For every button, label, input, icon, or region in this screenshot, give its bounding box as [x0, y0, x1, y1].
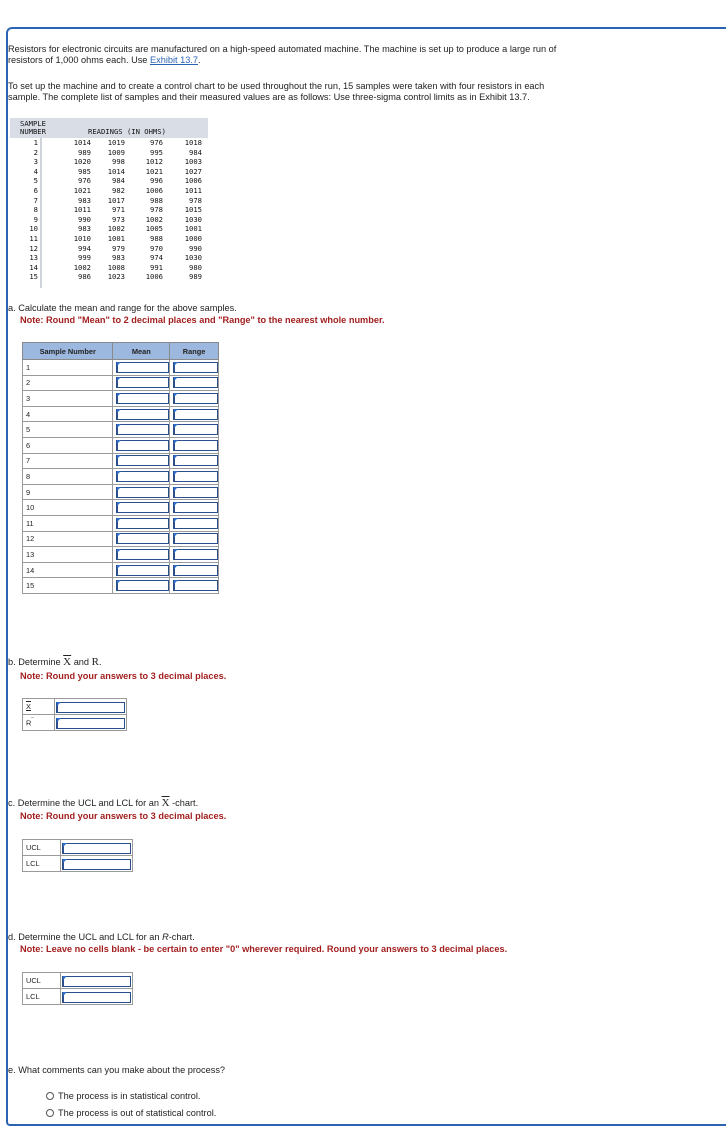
answer-row — [23, 375, 219, 391]
radio-circle-icon[interactable] — [46, 1092, 54, 1100]
reading-cell: 970 — [150, 243, 163, 253]
answer-sample-number: 15 — [23, 578, 113, 594]
col-sample-number: Sample Number — [23, 343, 113, 360]
rchart-ucl-label: UCL — [23, 973, 61, 989]
reading-cell: 994 — [78, 243, 91, 253]
reading-cell: 983 — [78, 195, 91, 205]
answer-row — [23, 578, 219, 594]
mean-input-cell[interactable] — [113, 391, 170, 407]
reading-cell: 1023 — [107, 272, 125, 282]
reading-cell: 1006 — [184, 176, 202, 186]
reading-cell: 988 — [150, 195, 163, 205]
range-input-cell[interactable] — [170, 360, 219, 376]
reading-cell: 1017 — [107, 195, 125, 205]
mean-input-cell[interactable] — [113, 406, 170, 422]
radio-circle-icon[interactable] — [46, 1109, 54, 1117]
answer-sample-number: 14 — [23, 562, 113, 578]
range-input[interactable] — [173, 424, 218, 435]
part-d-note: Note: Leave no cells blank - be certain to enter "0" wherever required. Round your answers to 3 decimal places. — [20, 944, 508, 954]
radio-in-control-label: The process is in statistical control. — [58, 1091, 201, 1101]
rchart-lcl-cell[interactable] — [61, 989, 133, 1005]
sample-number-cell: 12 — [29, 243, 38, 253]
reading-cell: 1001 — [184, 224, 202, 234]
answer-row — [23, 437, 219, 453]
sample-number-cell: 9 — [33, 214, 38, 224]
answer-row — [23, 360, 219, 376]
range-input-cell[interactable] — [170, 469, 219, 485]
mean-input[interactable] — [116, 502, 169, 513]
mean-input[interactable] — [116, 580, 169, 591]
range-input[interactable] — [173, 565, 218, 576]
reading-cell: 983 — [112, 253, 125, 263]
xchart-lcl-label: LCL — [23, 856, 61, 872]
reading-cell: 1012 — [145, 157, 163, 167]
reading-cell: 988 — [150, 233, 163, 243]
readings-row — [10, 176, 208, 186]
answer-row — [23, 531, 219, 547]
reading-cell: 1011 — [73, 205, 91, 215]
xbarbar-input-cell[interactable] — [55, 699, 127, 715]
intro-line-3: To set up the machine and to create a control chart to be used throughout the run, 15 samples were taken with four resistors in each — [8, 81, 545, 91]
reading-cell: 990 — [189, 243, 202, 253]
sample-number-cell: 5 — [33, 176, 38, 186]
answer-sample-number: 12 — [23, 531, 113, 547]
readings-row — [10, 205, 208, 215]
sample-number-cell: 2 — [33, 147, 38, 157]
readings-row — [10, 234, 208, 244]
reading-cell: 1005 — [145, 224, 163, 234]
readings-row — [10, 148, 208, 158]
col-range: Range — [170, 343, 219, 360]
rchart-lcl-label: LCL — [23, 989, 61, 1005]
answer-sample-number: 5 — [23, 422, 113, 438]
reading-cell: 1021 — [73, 185, 91, 195]
reading-cell: 1002 — [145, 214, 163, 224]
sample-number-cell: 4 — [33, 166, 38, 176]
sample-number-cell: 11 — [29, 233, 38, 243]
reading-cell: 984 — [112, 176, 125, 186]
radio-out-of-control[interactable] — [46, 1108, 216, 1119]
mean-input[interactable] — [116, 393, 169, 404]
range-input[interactable] — [173, 533, 218, 544]
reading-cell: 999 — [78, 253, 91, 263]
answer-row — [23, 422, 219, 438]
mean-input-cell[interactable] — [113, 453, 170, 469]
mean-range-table — [22, 342, 219, 594]
mean-input[interactable] — [116, 424, 169, 435]
answer-sample-number: 10 — [23, 500, 113, 516]
intro-line-4: sample. The complete list of samples and their measured values are as follows: Use three-sigma control limits as in Exhibit 13.7. — [8, 92, 530, 102]
mean-input-cell[interactable] — [113, 360, 170, 376]
reading-cell: 979 — [112, 243, 125, 253]
range-input[interactable] — [173, 362, 218, 373]
part-c-title: c. Determine the UCL and LCL for an $\overline{X}$ -chart. — [8, 797, 199, 809]
reading-cell: 1011 — [184, 185, 202, 195]
intro-line-2: resistors of 1,000 ohms each. Use Exhibit 13.7. — [8, 55, 201, 65]
range-input[interactable] — [173, 471, 218, 482]
reading-cell: 985 — [78, 166, 91, 176]
sample-number-cell: 1 — [33, 138, 38, 147]
sample-number-cell: 3 — [33, 157, 38, 167]
rbar-input[interactable] — [56, 718, 125, 729]
answer-sample-number: 7 — [23, 453, 113, 469]
header-sample: SAMPLE — [20, 119, 46, 128]
readings-table-header — [10, 118, 208, 138]
range-input-cell[interactable] — [170, 578, 219, 594]
range-input[interactable] — [173, 455, 218, 466]
reading-cell: 1002 — [73, 262, 91, 272]
readings-row — [10, 272, 208, 282]
reading-cell: 998 — [112, 157, 125, 167]
rchart-ucl-input[interactable] — [62, 976, 131, 987]
sample-number-cell: 13 — [29, 253, 38, 263]
rbar-input-cell[interactable] — [55, 715, 127, 731]
reading-cell: 974 — [150, 253, 163, 263]
mean-input[interactable] — [116, 440, 169, 451]
range-input-cell[interactable] — [170, 453, 219, 469]
mean-input-cell[interactable] — [113, 469, 170, 485]
sample-number-cell: 10 — [29, 224, 38, 234]
reading-cell: 1014 — [73, 138, 91, 147]
range-input[interactable] — [173, 377, 218, 388]
rchart-limits-table — [22, 972, 133, 1005]
range-input-cell[interactable] — [170, 422, 219, 438]
reading-cell: 1030 — [184, 253, 202, 263]
range-input-cell[interactable] — [170, 375, 219, 391]
answer-row — [23, 515, 219, 531]
xchart-ucl-cell[interactable] — [61, 840, 133, 856]
mean-input-cell[interactable] — [113, 547, 170, 563]
mean-input[interactable] — [116, 409, 169, 420]
col-mean: Mean — [113, 343, 170, 360]
mean-input[interactable] — [116, 549, 169, 560]
mean-input-cell[interactable] — [113, 375, 170, 391]
answer-sample-number: 4 — [23, 406, 113, 422]
range-input-cell[interactable] — [170, 562, 219, 578]
reading-cell: 982 — [112, 185, 125, 195]
xchart-ucl-label: UCL — [23, 840, 61, 856]
answer-row — [23, 469, 219, 485]
sample-number-cell: 6 — [33, 185, 38, 195]
reading-cell: 971 — [112, 205, 125, 215]
answer-row — [23, 500, 219, 516]
xbar-rbar-table — [22, 698, 127, 731]
range-input[interactable] — [173, 440, 218, 451]
readings-table — [10, 118, 208, 288]
range-input[interactable] — [173, 409, 218, 420]
reading-cell: 983 — [78, 224, 91, 234]
part-b-title: b. Determine $\overline{X}$ and R. — [8, 656, 102, 668]
reading-cell: 1014 — [107, 166, 125, 176]
reading-cell: 1000 — [184, 233, 202, 243]
range-input-cell[interactable] — [170, 515, 219, 531]
reading-cell: 976 — [150, 138, 163, 147]
part-b-note: Note: Round your answers to 3 decimal places. — [20, 671, 227, 681]
answer-row — [23, 391, 219, 407]
range-input-cell[interactable] — [170, 391, 219, 407]
rbar-label: R‾ — [23, 715, 55, 731]
reading-cell: 973 — [112, 214, 125, 224]
reading-cell: 1018 — [184, 138, 202, 147]
mean-input[interactable] — [116, 471, 169, 482]
readings-row — [10, 215, 208, 225]
reading-cell: 984 — [189, 147, 202, 157]
reading-cell: 1003 — [184, 157, 202, 167]
mean-input[interactable] — [116, 487, 169, 498]
range-input[interactable] — [173, 487, 218, 498]
range-input-cell[interactable] — [170, 437, 219, 453]
xchart-limits-table — [22, 839, 133, 872]
reading-cell: 986 — [78, 272, 91, 282]
answer-row — [23, 562, 219, 578]
reading-cell: 978 — [189, 195, 202, 205]
reading-cell: 1019 — [107, 138, 125, 147]
xchart-lcl-cell[interactable] — [61, 856, 133, 872]
mean-input-cell[interactable] — [113, 562, 170, 578]
answer-sample-number: 9 — [23, 484, 113, 500]
mean-input-cell[interactable] — [113, 437, 170, 453]
reading-cell: 991 — [150, 262, 163, 272]
reading-cell: 996 — [150, 176, 163, 186]
readings-row — [10, 167, 208, 177]
reading-cell: 1021 — [145, 166, 163, 176]
part-a-title: a. Calculate the mean and range for the above samples. — [8, 303, 237, 313]
reading-cell: 989 — [78, 147, 91, 157]
range-input[interactable] — [173, 393, 218, 404]
mean-input[interactable] — [116, 377, 169, 388]
radio-in-control[interactable] — [46, 1091, 200, 1102]
mean-input-cell[interactable] — [113, 500, 170, 516]
intro-line-1: Resistors for electronic circuits are manufactured on a high-speed automated machine. The machine is set up to produce a large run of — [8, 44, 557, 54]
mean-input-cell[interactable] — [113, 515, 170, 531]
reading-cell: 1006 — [145, 185, 163, 195]
mean-input[interactable] — [116, 362, 169, 373]
reading-cell: 990 — [78, 214, 91, 224]
answer-sample-number: 3 — [23, 391, 113, 407]
answer-sample-number: 13 — [23, 547, 113, 563]
exhibit-link[interactable]: Exhibit 13.7 — [149, 55, 198, 65]
range-input[interactable] — [173, 518, 218, 529]
reading-cell: 976 — [78, 176, 91, 186]
answer-row — [23, 406, 219, 422]
mean-input[interactable] — [116, 565, 169, 576]
readings-row — [10, 186, 208, 196]
sample-number-cell: 14 — [29, 262, 38, 272]
xbarbar-label: X — [23, 699, 55, 715]
part-d-title: d. Determine the UCL and LCL for an R-chart. — [8, 932, 195, 942]
header-readings: READINGS (IN OHMS) — [88, 127, 166, 136]
reading-cell: 1009 — [107, 147, 125, 157]
readings-row — [10, 157, 208, 167]
reading-cell: 978 — [150, 205, 163, 215]
rchart-ucl-cell[interactable] — [61, 973, 133, 989]
range-input[interactable] — [173, 580, 218, 591]
answer-row — [23, 547, 219, 563]
reading-cell: 1008 — [107, 262, 125, 272]
reading-cell: 995 — [150, 147, 163, 157]
range-input-cell[interactable] — [170, 484, 219, 500]
reading-cell: 1027 — [184, 166, 202, 176]
sample-number-cell: 8 — [33, 205, 38, 215]
rchart-lcl-input[interactable] — [62, 992, 131, 1003]
sample-number-cell: 15 — [29, 272, 38, 282]
mean-input-cell[interactable] — [113, 422, 170, 438]
reading-cell: 1030 — [184, 214, 202, 224]
readings-row — [10, 196, 208, 206]
answer-sample-number: 2 — [23, 375, 113, 391]
readings-row — [10, 138, 208, 148]
reading-cell: 1015 — [184, 205, 202, 215]
mean-input[interactable] — [116, 455, 169, 466]
mean-input-cell[interactable] — [113, 531, 170, 547]
reading-cell: 1002 — [107, 224, 125, 234]
answer-sample-number: 6 — [23, 437, 113, 453]
mean-input-cell[interactable] — [113, 578, 170, 594]
mean-input-cell[interactable] — [113, 484, 170, 500]
reading-cell: 1010 — [73, 233, 91, 243]
radio-out-of-control-label: The process is out of statistical control. — [58, 1108, 217, 1118]
reading-cell: 980 — [189, 262, 202, 272]
readings-rows — [10, 138, 208, 282]
part-a-note: Note: Round "Mean" to 2 decimal places and "Range" to the nearest whole number. — [20, 315, 385, 325]
part-c-note: Note: Round your answers to 3 decimal places. — [20, 811, 227, 821]
answer-sample-number: 11 — [23, 515, 113, 531]
range-input[interactable] — [173, 549, 218, 560]
answer-row — [23, 484, 219, 500]
range-input-cell[interactable] — [170, 406, 219, 422]
reading-cell: 1001 — [107, 233, 125, 243]
xbarbar-input[interactable] — [56, 702, 125, 713]
readings-row — [10, 224, 208, 234]
answer-sample-number: 1 — [23, 360, 113, 376]
range-input-cell[interactable] — [170, 531, 219, 547]
range-input-cell[interactable] — [170, 500, 219, 516]
xchart-lcl-input[interactable] — [62, 859, 131, 870]
header-number: NUMBER — [20, 127, 46, 136]
readings-row — [10, 263, 208, 273]
answer-row — [23, 453, 219, 469]
readings-row — [10, 244, 208, 254]
part-e-title: e. What comments can you make about the process? — [8, 1065, 226, 1075]
range-input-cell[interactable] — [170, 547, 219, 563]
reading-cell: 1020 — [73, 157, 91, 167]
readings-row — [10, 253, 208, 263]
reading-cell: 1006 — [145, 272, 163, 282]
range-input[interactable] — [173, 502, 218, 513]
answer-sample-number: 8 — [23, 469, 113, 485]
mean-input[interactable] — [116, 518, 169, 529]
mean-input[interactable] — [116, 533, 169, 544]
xchart-ucl-input[interactable] — [62, 843, 131, 854]
reading-cell: 989 — [189, 272, 202, 282]
sample-number-cell: 7 — [33, 195, 38, 205]
